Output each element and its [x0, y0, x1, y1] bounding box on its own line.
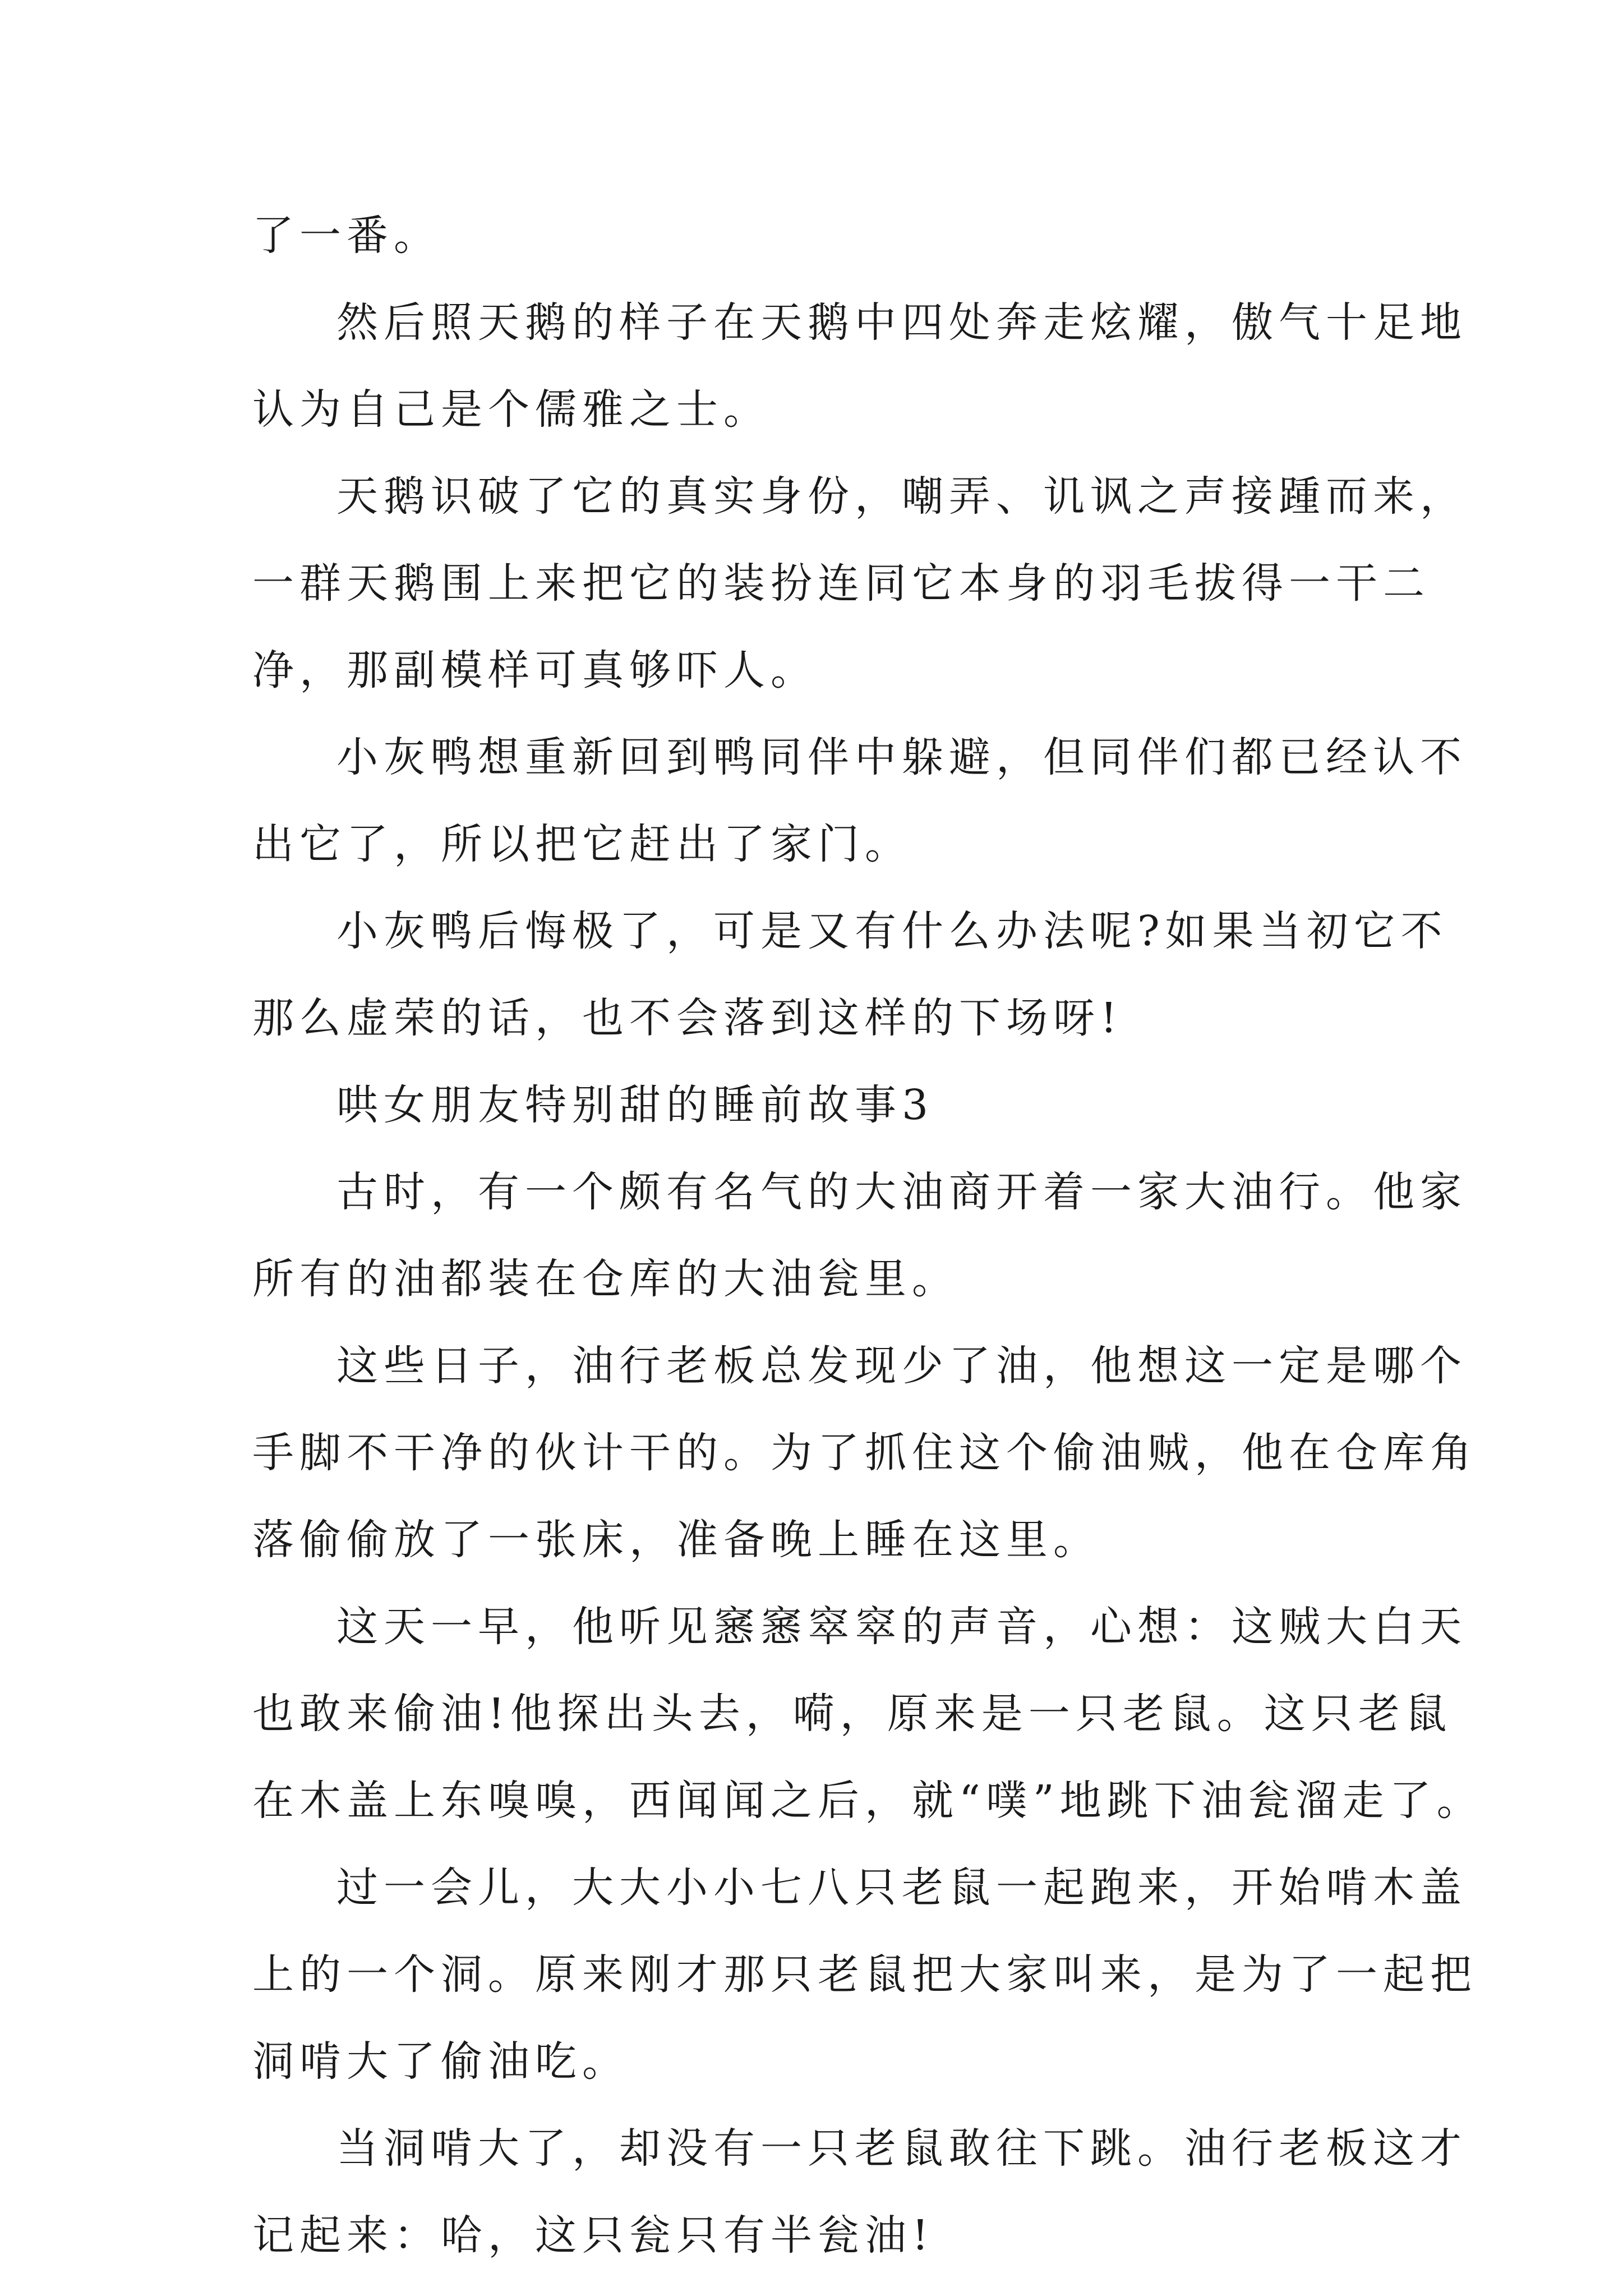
text-line: 落偷偷放了一张床，准备晚上睡在这里。	[252, 1516, 1100, 1564]
text-line: 洞啃大了偷油吃。	[252, 2037, 629, 2086]
text-line: 这天一早，他听见窸窸窣窣的声音，心想：这贼大白天	[336, 1603, 1467, 1651]
text-line: 过一会儿，大大小小七八只老鼠一起跑来，开始啃木盖	[336, 1864, 1467, 1912]
text-line: 在木盖上东嗅嗅，西闻闻之后，就“噗”地跳下油瓮溜走了。	[252, 1777, 1484, 1825]
text-line: 认为自己是个儒雅之士。	[252, 385, 771, 434]
text-line: 小灰鸭想重新回到鸭同伴中躲避，但同伴们都已经认不	[336, 733, 1467, 781]
text-line: 古时，有一个颇有名气的大油商开着一家大油行。他家	[336, 1168, 1467, 1216]
section-heading: 哄女朋友特别甜的睡前故事3	[336, 1081, 934, 1129]
text-line: 小灰鸭后悔极了，可是又有什么办法呢?如果当初它不	[336, 907, 1448, 955]
text-line: 这些日子，油行老板总发现少了油，他想这一定是哪个	[336, 1342, 1467, 1390]
text-line: 所有的油都装在仓库的大油瓮里。	[252, 1255, 959, 1303]
text-line: 了一番。	[252, 211, 441, 260]
text-line: 净，那副模样可真够吓人。	[252, 646, 818, 694]
text-line: 那么虚荣的话，也不会落到这样的下场呀!	[252, 994, 1123, 1042]
text-line: 记起来：哈，这只瓮只有半瓮油!	[252, 2211, 934, 2260]
text-line: 出它了，所以把它赶出了家门。	[252, 820, 912, 868]
text-line: 一群天鹅围上来把它的装扮连同它本身的羽毛拔得一干二	[252, 559, 1430, 608]
text-line: 上的一个洞。原来刚才那只老鼠把大家叫来，是为了一起把	[252, 1950, 1477, 1999]
text-line: 也敢来偷油!他探出头去，嗬，原来是一只老鼠。这只老鼠	[252, 1690, 1453, 1738]
text-line: 天鹅识破了它的真实身份，嘲弄、讥讽之声接踵而来，	[336, 472, 1467, 521]
text-line: 然后照天鹅的样子在天鹅中四处奔走炫耀，傲气十足地	[336, 298, 1467, 347]
text-line: 手脚不干净的伙计干的。为了抓住这个偷油贼，他在仓库角	[252, 1429, 1477, 1477]
text-line: 当洞啃大了，却没有一只老鼠敢往下跳。油行老板这才	[336, 2124, 1467, 2173]
